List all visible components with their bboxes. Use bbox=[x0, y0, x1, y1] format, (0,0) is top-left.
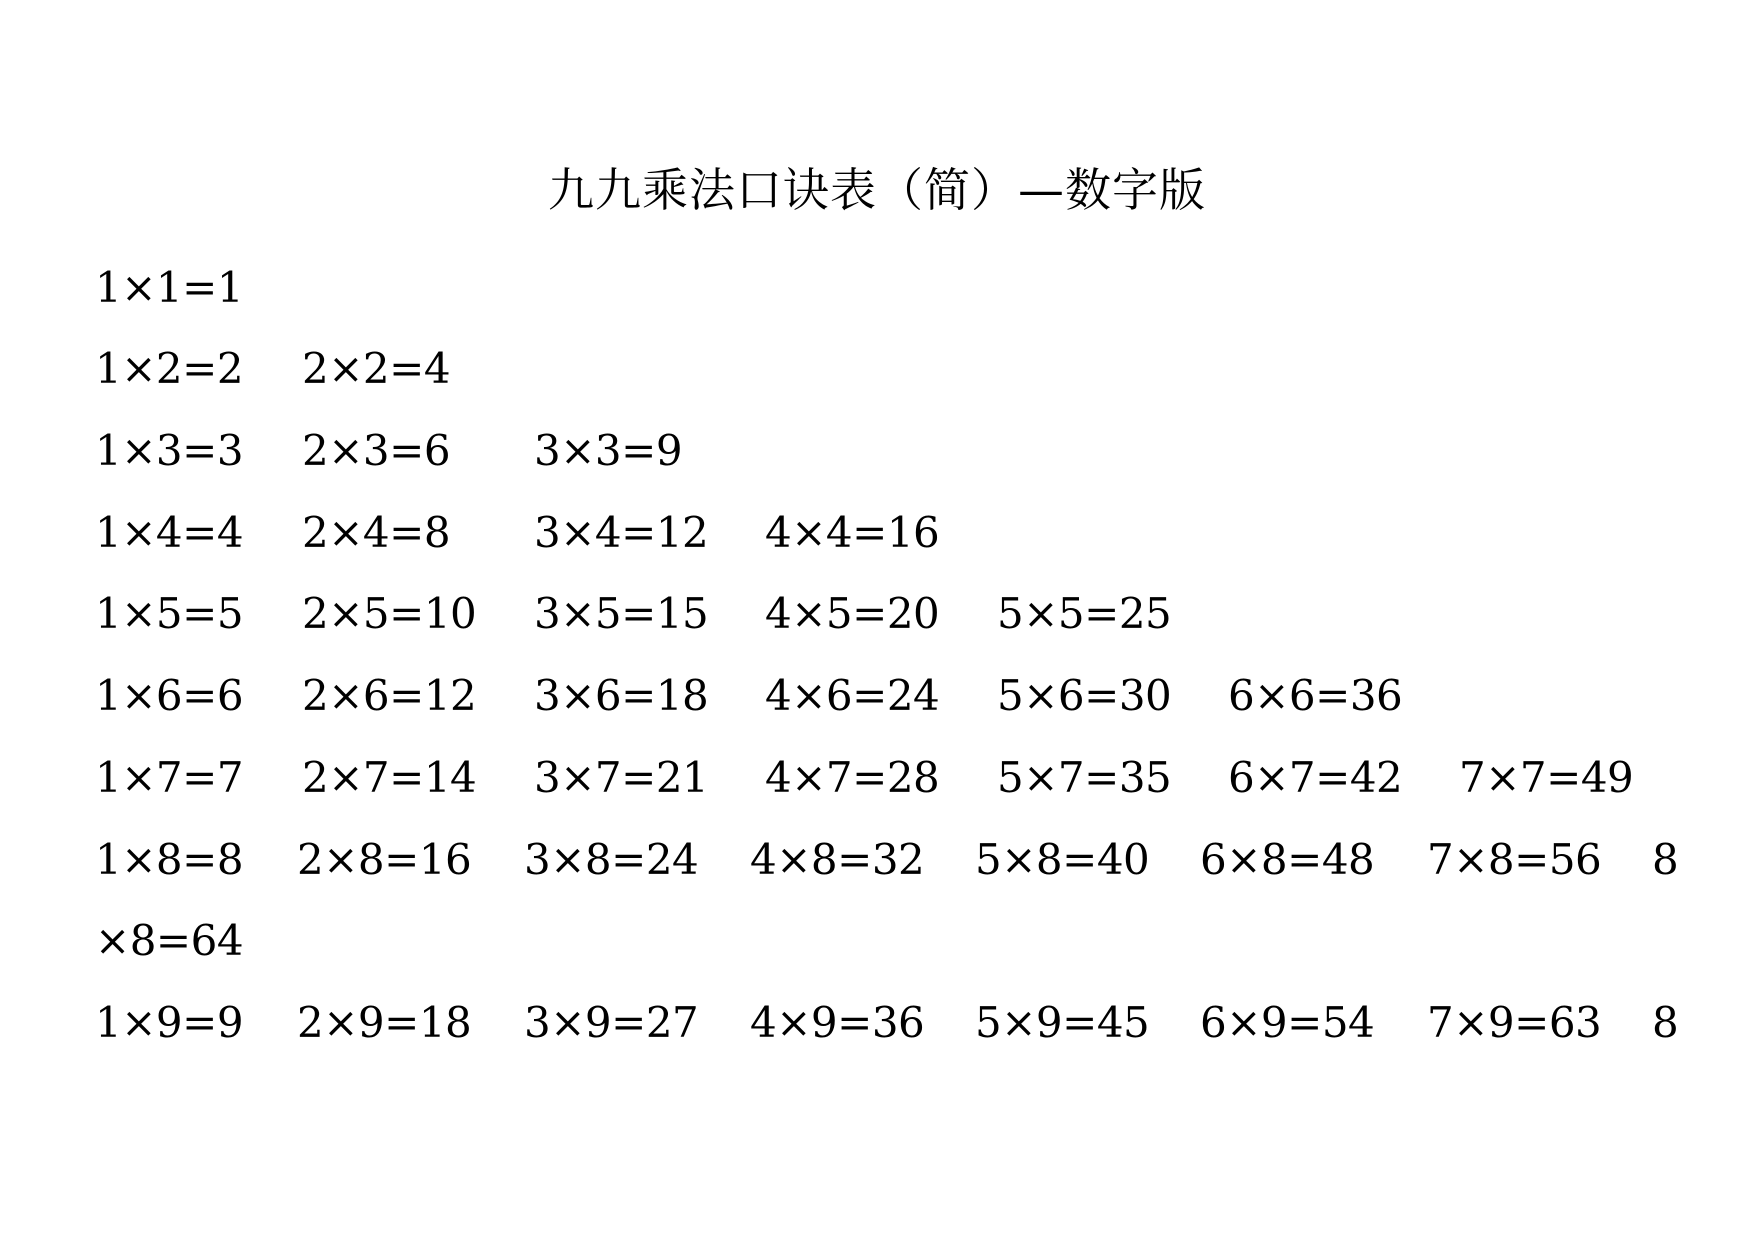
equation: 2×9=18 bbox=[297, 998, 472, 1047]
equation: 5×8=40 bbox=[975, 835, 1150, 884]
equation: 1×8=8 bbox=[95, 835, 244, 884]
page-title: 九九乘法口诀表（简）—数字版 bbox=[548, 163, 1206, 217]
equation: 1×3=3 bbox=[95, 426, 244, 475]
equation: 2×5=10 bbox=[302, 589, 477, 638]
equation: 4×9=36 bbox=[750, 998, 925, 1047]
equation: 2×6=12 bbox=[302, 671, 477, 720]
equation: 3×5=15 bbox=[534, 589, 709, 638]
equation: 5×7=35 bbox=[997, 753, 1172, 802]
equation: 1×1=1 bbox=[95, 263, 244, 312]
equation: 4×6=24 bbox=[765, 671, 940, 720]
equation: 3×3=9 bbox=[534, 426, 683, 475]
equation: 1×2=2 bbox=[95, 344, 244, 393]
equation: 6×7=42 bbox=[1228, 753, 1403, 802]
equation: 4×5=20 bbox=[765, 589, 940, 638]
equation: 4×7=28 bbox=[765, 753, 940, 802]
wrapped-equation: ×8=64 bbox=[95, 916, 244, 965]
equation: 5×5=25 bbox=[997, 589, 1172, 638]
equation: 7×7=49 bbox=[1459, 753, 1634, 802]
equation: 1×5=5 bbox=[95, 589, 244, 638]
equation: 2×8=16 bbox=[297, 835, 472, 884]
equation: 1×9=9 bbox=[95, 998, 244, 1047]
equation: 4×8=32 bbox=[750, 835, 925, 884]
equation: 8 bbox=[1652, 835, 1679, 884]
equation: 1×7=7 bbox=[95, 753, 244, 802]
equation: 2×2=4 bbox=[302, 344, 451, 393]
equation: 6×6=36 bbox=[1228, 671, 1403, 720]
equation: 5×6=30 bbox=[997, 671, 1172, 720]
equation: 1×6=6 bbox=[95, 671, 244, 720]
equation: 3×7=21 bbox=[534, 753, 709, 802]
equation: 7×8=56 bbox=[1427, 835, 1602, 884]
equation: 3×8=24 bbox=[524, 835, 699, 884]
equation: 6×9=54 bbox=[1200, 998, 1375, 1047]
equation: 5×9=45 bbox=[975, 998, 1150, 1047]
equation: 2×7=14 bbox=[302, 753, 477, 802]
equation: 6×8=48 bbox=[1200, 835, 1375, 884]
equation: 3×4=12 bbox=[534, 508, 709, 557]
equation: 4×4=16 bbox=[765, 508, 940, 557]
equation: 3×9=27 bbox=[524, 998, 699, 1047]
equation: 2×4=8 bbox=[302, 508, 451, 557]
equation: 7×9=63 bbox=[1427, 998, 1602, 1047]
equation: 3×6=18 bbox=[534, 671, 709, 720]
equation: 1×4=4 bbox=[95, 508, 244, 557]
equation: 8 bbox=[1652, 998, 1679, 1047]
equation: 2×3=6 bbox=[302, 426, 451, 475]
